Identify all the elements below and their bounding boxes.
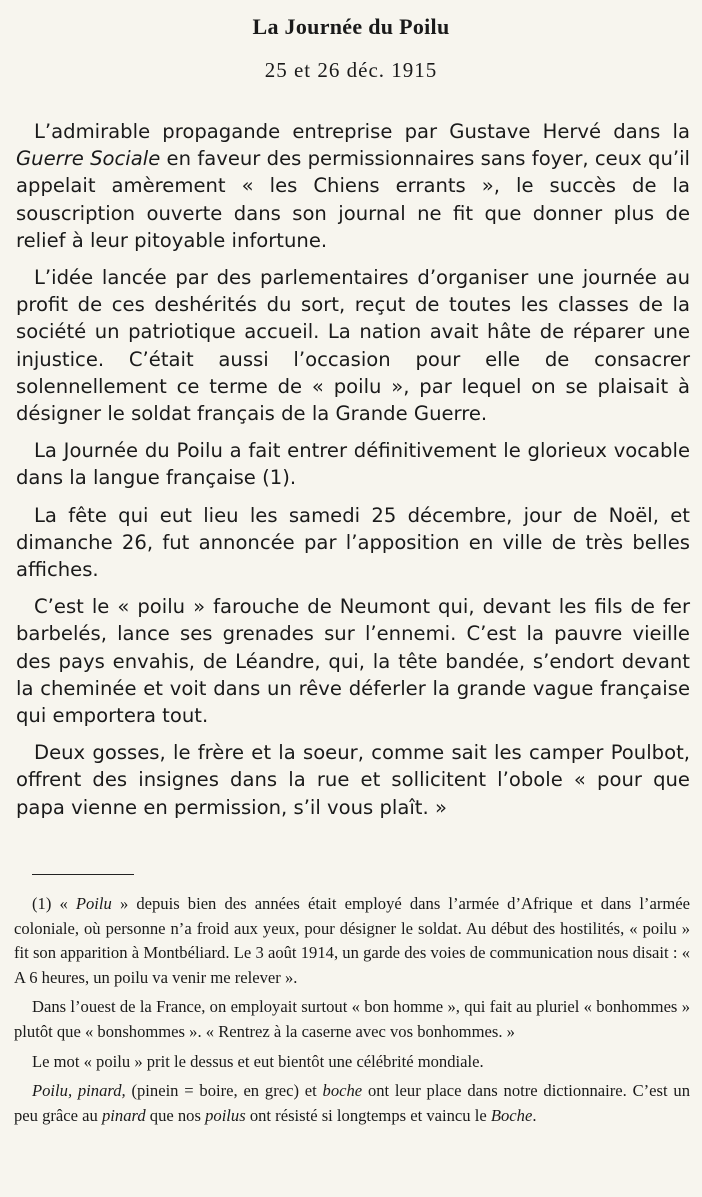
footnote-divider [32, 874, 134, 875]
footnote-4-italic-5: Boche [490, 1105, 533, 1125]
footnote-1-text: » depuis bien des années était employé dans l’armée d’Afrique et dans l’armée coloniale, où personne n’a froid aux yeux, pour désigner le soldat. Au début des hostilités, « poilu » fit son apparition à Montbéliard. Le 3 août 1914, un garde des voies de communication nous disait : « A 6 heures, un poilu va venir me relever ». [14, 894, 690, 987]
footnote-4-text-3: que nos [145, 1105, 206, 1125]
main-text [16, 118, 690, 821]
footnote-1 [14, 892, 690, 990]
footnote-4-text-5: . [532, 1105, 537, 1125]
footnote-4-text-2: ont leur place dans notre dictionnaire. C’est un peu grâce au [14, 1081, 690, 1125]
paragraph-3: La Journée du Poilu a fait entrer définitivement le glorieux vocable dans la langue française (1). [16, 439, 690, 490]
footnote-4-italic-2: boche [322, 1081, 363, 1101]
paragraph-5: C’est le « poilu » farouche de Neumont qui, devant les fils de fer barbelés, lance ses grenades sur l’ennemi. C’est la pauvre vieille des pays envahis, de Léandre, qui, la tête bandée, s’endort devant la cheminée et voit dans un rêve déferler la grande vague française qui emportera tout. [16, 595, 690, 728]
footnote-3: Le mot « poilu » prit le dessus et eut bientôt une célébrité mondiale. [32, 1051, 484, 1071]
footnote-1-marker: (1) « [32, 894, 76, 913]
footnotes [14, 892, 690, 1128]
paragraph-1-text-a: L’admirable propagande entreprise par Gustave Hervé dans la [34, 120, 690, 143]
paragraph-1-italic: Guerre Sociale [16, 147, 161, 171]
footnote-4-text-1: (pinein = boire, en grec) et [125, 1081, 323, 1101]
footnote-4-italic-4: poilus [205, 1105, 246, 1125]
footnote-4-text-4: ont résisté si longtemps et vaincu le [245, 1105, 491, 1125]
page-date: 25 et 26 déc. 1915 [264, 58, 438, 82]
paragraph-2: L’idée lancée par des parlementaires d’organiser une journée au profit de ces deshérités du sort, reçut de toutes les classes de la société un patriotique accueil. La nation avait hâte de réparer une injustice. C’était aussi l’occasion pour elle de consacrer solennellement ce terme de « poilu », par lequel on se plaisait à désigner le soldat français de la Grande Guerre. [16, 266, 690, 426]
paragraph-6: Deux gosses, le frère et la soeur, comme sait les camper Poulbot, offrent des insignes dans la rue et sollicitent l’obole « pour que papa vienne en permission, s’il vous plaît. » [16, 741, 690, 819]
paragraph-4: La fête qui eut lieu les samedi 25 décembre, jour de Noël, et dimanche 26, fut annoncée par l’apposition en ville de très belles affiches. [16, 503, 690, 582]
footnote-1-italic: Poilu [75, 894, 112, 913]
footnote-2: Dans l’ouest de la France, on employait surtout « bon homme », qui fait au pluriel « bonhommes » plutôt que « bonshommes ». « Rentrez à la caserne avec vos bonhommes. » [14, 997, 690, 1041]
footnote-4-italic-3: pinard [101, 1105, 146, 1125]
page-title: La Journée du Poilu [252, 14, 450, 39]
footnote-4 [14, 1079, 690, 1128]
paragraph-1-text-b: en faveur des permissionnaires sans foyer, ceux qu’il appelait amèrement « les Chiens errants », le succès de la souscription ouverte dans son journal ne fit que donner plus de relief à leur pitoyable infortune. [16, 147, 690, 252]
footnote-4-italic-1: Poilu, pinard, [32, 1081, 126, 1101]
paragraph-1 [16, 118, 690, 254]
